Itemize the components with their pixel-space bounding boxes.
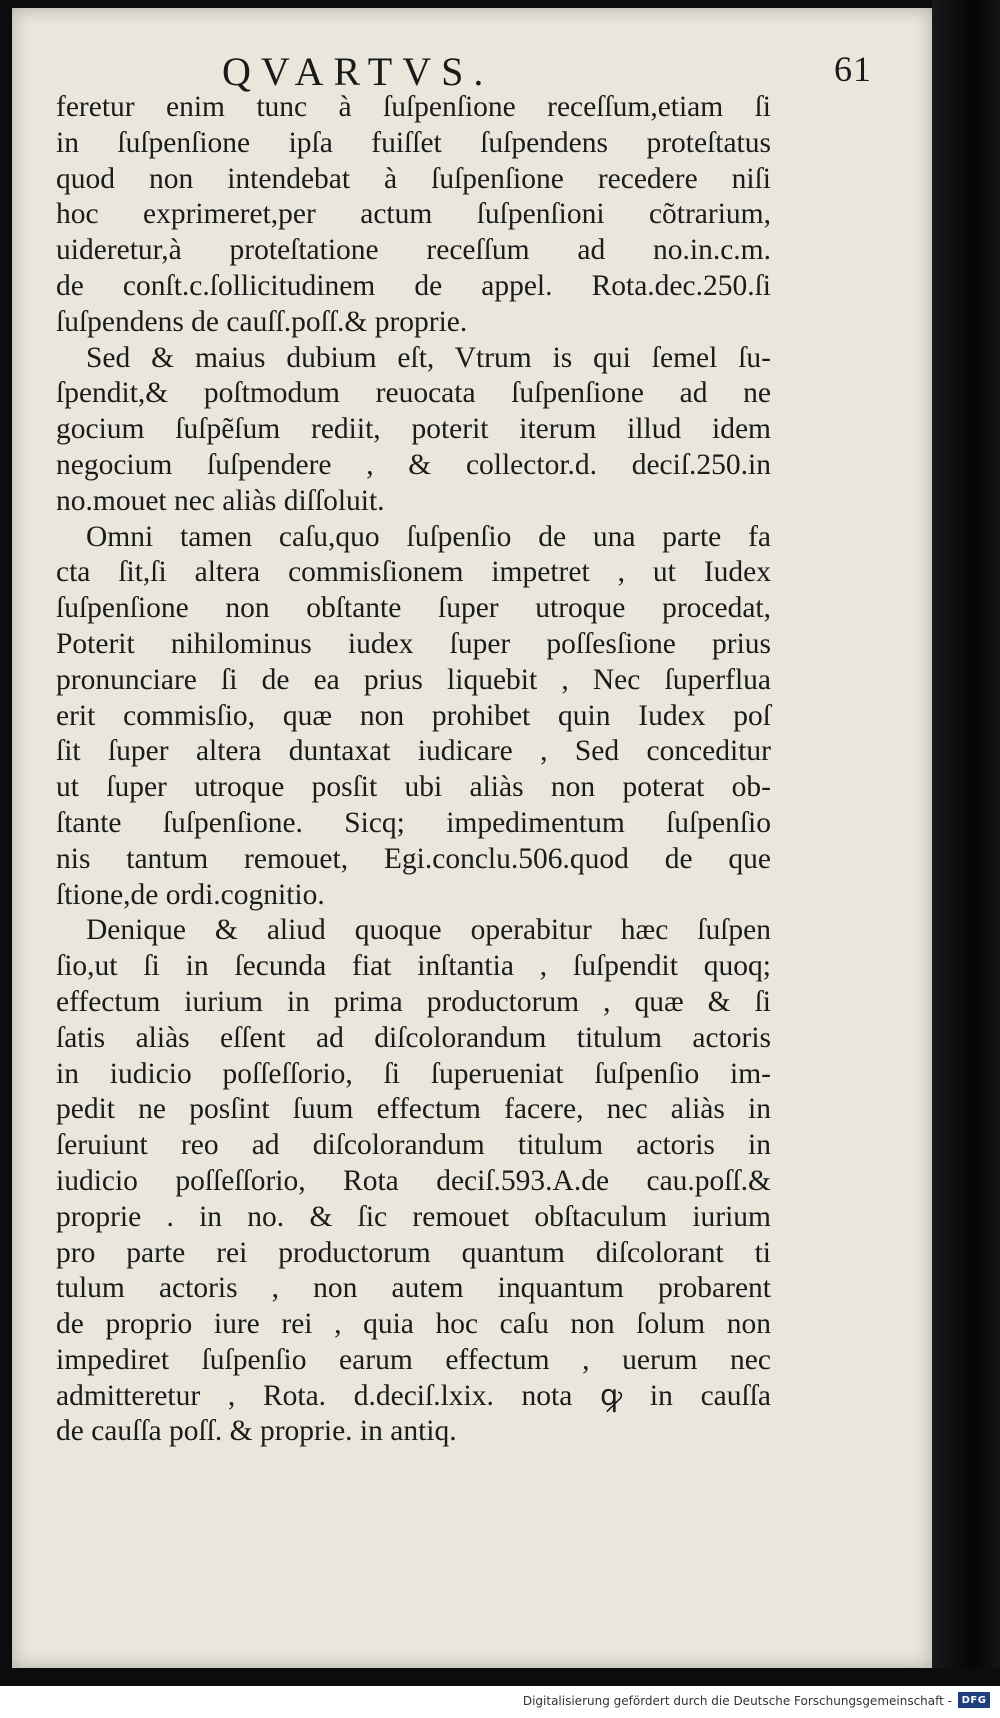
text-line: admitteretur , Rota. d.deciſ.lxix. nota ꝙ in cauſſa (56, 1379, 771, 1412)
text-line: ſuſpendens de cauſſ.poſſ.& proprie. (56, 305, 468, 338)
page-number: 61 (834, 49, 872, 89)
running-head-title: QVARTVS. (222, 49, 494, 94)
text-line: cta ſit,ſi altera commisſionem impetret , ut Iudex (56, 556, 771, 589)
text-line: impediret ſuſpenſio earum effectum , uerum nec (56, 1343, 771, 1376)
digitization-credit: Digitalisierung gefördert durch die Deutsche Forschungsgemeinschaft - (522, 1694, 952, 1708)
text-line: Omni tamen caſu,quo ſuſpenſio de una parte fa (86, 520, 771, 553)
text-line: erit commisſio, quæ non prohibet quin Iudex poſ (56, 699, 771, 732)
text-line: no.mouet nec aliàs diſſoluit. (56, 484, 385, 517)
scan-edge (932, 0, 1000, 1668)
text-line: pro parte rei productorum quantum diſcolorant ti (56, 1236, 771, 1269)
text-line: Denique & aliud quoque operabitur hæc ſuſpen (86, 914, 771, 947)
text-line: Sed & maius dubium eſt, Vtrum is qui ſemel ſu- (86, 341, 771, 374)
text-line: ſatis aliàs eſſent ad diſcolorandum titulum actoris (56, 1021, 771, 1054)
text-line: ſpendit,& poſtmodum reuocata ſuſpenſione ad ne (56, 377, 771, 410)
text-line: proprie . in no. & ſic remouet obſtaculum iurium (56, 1200, 771, 1233)
text-line: de proprio iure rei , quia hoc caſu non ſolum non (56, 1308, 771, 1341)
footer-bar (0, 1686, 1000, 1718)
text-line: gocium ſuſpẽſum rediit, poterit iterum illud idem (56, 413, 771, 446)
text-line: ſeruiunt reo ad diſcolorandum titulum actoris in (56, 1129, 771, 1162)
text-line: Poterit nihilominus iudex ſuper poſſesſione prius (56, 627, 771, 660)
text-line: in ſuſpenſione ipſa fuiſſet ſuſpendens proteſtatus (56, 126, 771, 159)
text-line: feretur enim tunc à ſuſpenſione receſſum,etiam ſi (56, 91, 771, 123)
text-line: pronunciare ſi de ea prius liquebit , Nec ſuperflua (56, 663, 771, 696)
body-text (56, 90, 771, 1450)
text-line: in iudicio poſſeſſorio, ſi ſuperueniat ſuſpenſio im- (56, 1057, 771, 1090)
text-line: ſtante ſuſpenſione. Sicq; impedimentum ſuſpenſio (56, 806, 771, 839)
text-line: ſio,ut ſi in ſecunda fiat inſtantia , ſuſpendit quoq; (56, 950, 771, 983)
text-line: ſit ſuper altera duntaxat iudicare , Sed conceditur (56, 735, 771, 768)
text-line: uideretur,à proteſtatione receſſum ad no.in.c.m. (56, 234, 771, 267)
text-line: de conſt.c.ſollicitudinem de appel. Rota.dec.250.ſi (56, 269, 771, 302)
text-line: quod non intendebat à ſuſpenſione recedere niſi (56, 162, 771, 195)
text-line: tulum actoris , non autem inquantum probarent (56, 1272, 771, 1305)
text-line: ut ſuper utroque posſit ubi aliàs non poterat ob- (56, 771, 771, 804)
dfg-logo: DFG (958, 1692, 990, 1708)
text-line: negocium ſuſpendere , & collector.d. deciſ.250.in (56, 448, 771, 481)
text-line: iudicio poſſeſſorio, Rota deciſ.593.A.de cau.poſſ.& (56, 1164, 771, 1197)
text-line: de cauſſa poſſ. & proprie. in antiq. (56, 1415, 457, 1448)
book-page (12, 8, 932, 1668)
text-line: ſtione,de ordi.cognitio. (56, 878, 325, 911)
text-line: hoc exprimeret,per actum ſuſpenſioni cõtrarium, (56, 198, 771, 231)
text-line: pedit ne posſint ſuum effectum facere, nec aliàs in (56, 1093, 771, 1126)
text-line: nis tantum remouet, Egi.conclu.506.quod de que (56, 842, 771, 875)
text-line: effectum iurium in prima productorum , quæ & ſi (56, 985, 771, 1018)
text-line: ſuſpenſione non obſtante ſuper utroque procedat, (56, 592, 771, 625)
